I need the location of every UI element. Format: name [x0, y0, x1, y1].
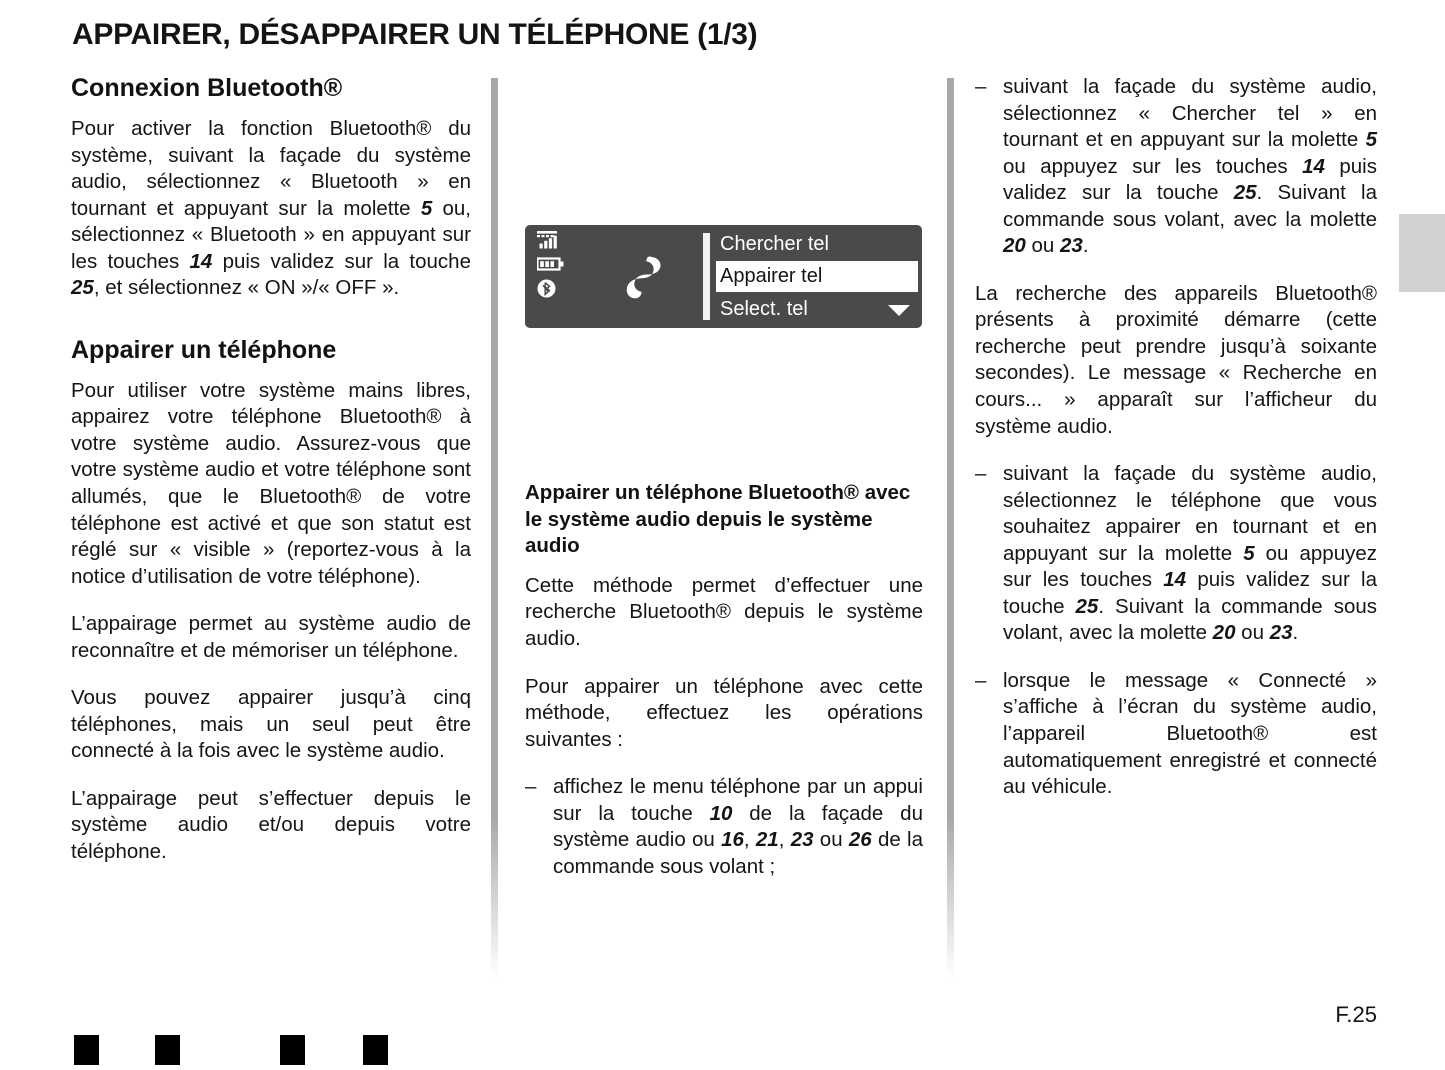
- menu-item-label: Select. tel: [720, 298, 808, 320]
- heading-appairer-un-telephone: Appairer un téléphone: [71, 335, 337, 364]
- tab-mark-3: [280, 1035, 305, 1065]
- tab-mark-1: [74, 1035, 99, 1065]
- key-ref-5: 5: [420, 196, 433, 220]
- menu-item-select-tel[interactable]: [716, 294, 918, 324]
- paragraph-pairing-source: L’appairage peut s’effectuer depuis le système audio et/ou depuis votre téléphone.: [71, 786, 471, 864]
- key-ref-10: 10: [709, 801, 733, 825]
- phone-handset-icon: [611, 251, 667, 306]
- text-run: .: [1082, 234, 1089, 258]
- middle-column: [525, 480, 923, 901]
- text-run: Pour activer la fonction Bluetooth® du système, suivant la façade du système audio, sélectionnez « Bluetooth » en tournant et appuyant sur la molette: [71, 117, 471, 220]
- key-ref-25: 25: [1233, 181, 1257, 205]
- page-number: F.25: [1335, 1002, 1377, 1027]
- dash-bullet: –: [975, 75, 987, 98]
- text-run: .: [1292, 621, 1299, 645]
- text-run: ou, sélectionnez « Bluetooth » en appuyant sur les touches: [71, 196, 471, 273]
- text-run: ou: [813, 828, 849, 852]
- audio-system-display-illustration: [525, 225, 922, 328]
- bluetooth-icon: [537, 279, 567, 303]
- key-ref-23: 23: [1269, 621, 1293, 645]
- text-run: ou appuyez sur les touches: [1003, 154, 1303, 178]
- column-divider-left: [491, 78, 498, 978]
- audio-system-screen: [525, 225, 922, 328]
- dash-bullet: –: [525, 775, 537, 799]
- list-item-afficher-menu-telephone: [525, 774, 923, 880]
- paragraph-five-phones: Vous pouvez appairer jusqu’à cinq téléphones, mais un seul peut être connecté à la fois avec le système audio.: [71, 686, 471, 763]
- right-column-steps-list-top: [975, 74, 1377, 260]
- left-column: [71, 74, 471, 866]
- screen-left-pane: [525, 225, 695, 328]
- text-run: ou: [1235, 621, 1270, 645]
- right-column: [975, 74, 1377, 822]
- key-ref-20: 20: [1212, 621, 1236, 645]
- tab-mark-4: [363, 1035, 388, 1065]
- battery-icon: [537, 256, 567, 277]
- text-run: ou: [1025, 234, 1061, 258]
- screen-pane-separator: [703, 233, 710, 320]
- text-run: ,: [743, 828, 756, 852]
- key-ref-14: 14: [189, 249, 213, 273]
- key-ref-20: 20: [1003, 234, 1026, 258]
- text-run: de la façade du système audio ou: [553, 801, 923, 852]
- key-ref-25: 25: [71, 276, 94, 300]
- text-run: suivant la façade du système audio, sélectionnez le téléphone que vous souhaitez appairer en tournant et en appuyant sur la molette: [1003, 462, 1377, 565]
- section-edge-tab: [1399, 214, 1445, 292]
- key-ref-25: 25: [1075, 594, 1099, 618]
- mid-column-steps-list: [525, 774, 923, 880]
- status-icon-group: [537, 231, 567, 305]
- text-run: ,: [778, 828, 791, 852]
- page-title: APPAIRER, DÉSAPPAIRER UN TÉLÉPHONE (1/3): [72, 18, 758, 51]
- column-divider-right: [947, 78, 954, 978]
- paragraph-methode-recherche: Cette méthode permet d’effectuer une recherche Bluetooth® depuis le système audio.: [525, 573, 923, 651]
- chevron-down-icon: [888, 305, 910, 316]
- list-item-message-connecte: [975, 668, 1377, 801]
- key-ref-14: 14: [1163, 568, 1187, 592]
- paragraph-activate-bluetooth: [71, 116, 471, 302]
- key-ref-23: 23: [790, 828, 814, 852]
- paragraph-operations-suivantes: Pour appairer un téléphone avec cette méthode, effectuez les opérations suivantes :: [525, 674, 923, 751]
- key-ref-5: 5: [1365, 128, 1377, 152]
- list-item-selectionner-chercher-tel: [975, 74, 1377, 260]
- key-ref-26: 26: [848, 828, 872, 852]
- text-run: suivant la façade du système audio, sélectionnez « Chercher tel » en tournant et en appuyant sur la molette: [1003, 75, 1377, 152]
- text-run: de la commande sous volant ;: [553, 828, 923, 878]
- menu-item-chercher-tel[interactable]: Chercher tel: [720, 233, 829, 255]
- right-column-steps-list-bottom: [975, 461, 1377, 801]
- paragraph-hands-free-setup: Pour utiliser votre système mains libres, appairez votre téléphone Bluetooth® à votre système audio. Assurez-vous que votre système audio et votre téléphone sont allumés, que le Bluetooth® de votre téléphone est activé et que son statut est réglé sur « visible » (reportez-vous à la notice d’utilisation de votre téléphone).: [71, 378, 471, 588]
- paragraph-pairing-memorise: L’appairage permet au système audio de reconnaître et de mémoriser un téléphone.: [71, 612, 471, 662]
- key-ref-14: 14: [1302, 154, 1325, 178]
- key-ref-21: 21: [755, 828, 779, 852]
- text-run: affichez le menu téléphone par un appui sur la touche: [553, 775, 923, 825]
- tab-mark-2: [155, 1035, 180, 1065]
- key-ref-23: 23: [1060, 234, 1083, 258]
- text-run: lorsque le message « Connecté » s’affiche à l’écran du système audio, l’appareil Bluetooth® est automatiquement enregistré et connecté au véhicule.: [1003, 668, 1377, 799]
- signal-strength-icon: [537, 231, 567, 254]
- text-run: puis validez sur la touche: [1003, 154, 1377, 205]
- list-item-selectionner-telephone: [975, 461, 1377, 647]
- key-ref-16: 16: [721, 828, 744, 852]
- heading-appairer-bluetooth-depuis-audio: Appairer un téléphone Bluetooth® avec le système audio depuis le système audio: [525, 481, 911, 558]
- screen-menu-list: [716, 229, 918, 328]
- heading-connexion-bluetooth: Connexion Bluetooth®: [71, 74, 343, 102]
- paragraph-recherche-appareils: La recherche des appareils Bluetooth® présents à proximité démarre (cette recherche peut prendre jusqu’à soixante secondes). Le message « Recherche en cours... » apparaît sur l’afficheur du système audio.: [975, 281, 1377, 438]
- text-run: , et sélectionnez « ON »/« OFF ».: [93, 276, 400, 300]
- text-run: puis validez sur la touche: [1003, 568, 1377, 618]
- text-run: puis validez sur la touche: [212, 249, 471, 273]
- section-tab-marks: [0, 1035, 1445, 1069]
- dash-bullet: –: [975, 668, 987, 692]
- dash-bullet: –: [975, 462, 987, 486]
- text-run: . Suivant la commande sous volant, avec la molette: [1003, 181, 1377, 231]
- text-run: ou appuyez sur les touches: [1003, 541, 1378, 592]
- text-run: . Suivant la commande sous volant, avec la molette: [1003, 594, 1377, 645]
- menu-item-appairer-tel[interactable]: Appairer tel: [716, 261, 918, 292]
- key-ref-5: 5: [1243, 541, 1255, 565]
